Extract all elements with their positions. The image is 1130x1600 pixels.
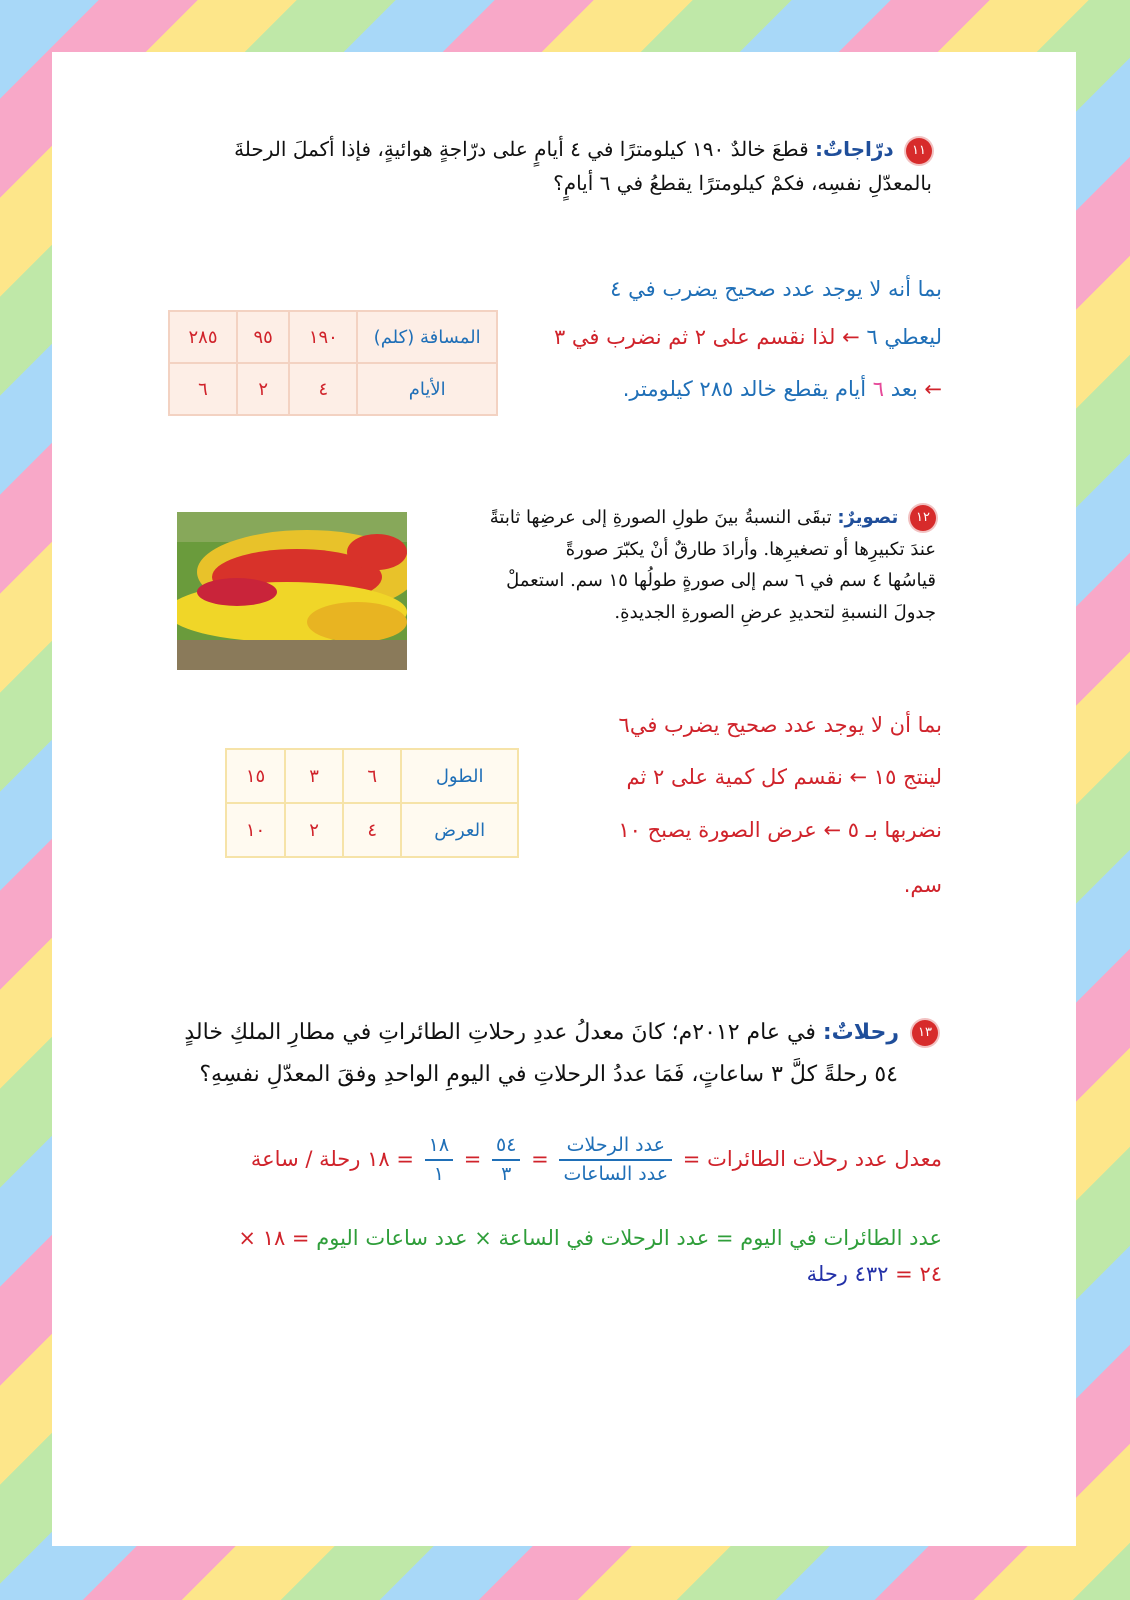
table-cell: ٢٨٥ (169, 311, 237, 363)
rate-result: ١٨ رحلة / ساعة (250, 1147, 390, 1172)
table-row (226, 749, 518, 803)
rate-label: معدل عدد رحلات الطائرات (707, 1147, 942, 1172)
worksheet-page (52, 52, 1076, 1546)
table-cell: ٩٥ (237, 311, 289, 363)
q13-rate-equation (251, 1134, 942, 1186)
daily-formula-value: ٢٤ = (895, 1262, 942, 1286)
question-11-line-2: بالمعدّلِ نفسِه، فكمْ كيلومترًا يقطعُ في ٦ أيامٍ؟ (553, 171, 932, 195)
q12-answer-text: نقسم كل كمية على ٢ ثم (626, 765, 843, 789)
table-cell: ٤ (343, 803, 401, 857)
table-cell-header: الطول (401, 749, 518, 803)
question-text: في عام ٢٠١٢م؛ كانَ معدلُ عددِ رحلاتِ الطائراتِ في مطارِ الملكِ خالدٍ (184, 1020, 816, 1045)
q11-ratio-table (168, 310, 498, 416)
question-number-badge: ١٣ (912, 1020, 938, 1046)
q12-answer-text: عرض الصورة يصبح ١٠ (618, 818, 817, 842)
daily-formula: عدد الطائرات في اليوم = عدد الرحلات في الساعة × عدد ساعات اليوم (316, 1226, 942, 1250)
equals-sign: = (531, 1147, 549, 1172)
question-number-badge: ١٢ (910, 505, 936, 531)
question-keyword: تصويرٌ: (837, 507, 899, 528)
table-cell: ٦ (169, 363, 237, 415)
arrow-icon: ← (842, 325, 860, 349)
table-cell: ٢ (237, 363, 289, 415)
question-13-line-1 (184, 1012, 938, 1054)
question-keyword: رحلاتٌ: (822, 1020, 899, 1045)
fraction-denominator: ١ (433, 1162, 444, 1185)
table-cell-header: المسافة (كلم) (357, 311, 497, 363)
q11-answer-text: لذا نقسم على ٢ ثم نضرب في ٣ (553, 325, 836, 349)
q12-answer-text: نضربها بـ ٥ (847, 818, 942, 842)
question-12-line-4: جدولَ النسبةِ لتحديدِ عرضِ الصورةِ الجديدةِ. (614, 601, 936, 623)
fraction-numerator: ٥٤ (492, 1134, 520, 1161)
q13-daily-line-1 (238, 1228, 942, 1249)
q12-answer-line-4: سم. (903, 873, 942, 897)
q12-ratio-table (225, 748, 519, 858)
table-cell: ٢ (285, 803, 343, 857)
q11-answer-line-2 (554, 327, 942, 348)
question-13 (184, 1012, 938, 1096)
arrow-icon: ← (849, 765, 868, 789)
q11-answer-highlight: ٦ (872, 377, 885, 401)
daily-result: ٤٣٢ رحلة (806, 1262, 889, 1286)
fraction-trips-per-hours (559, 1134, 672, 1186)
question-text: تبقَى النسبةُ بينَ طولِ الصورةِ إلى عرضِها ثابتةً (489, 507, 832, 528)
table-row (169, 363, 497, 415)
q11-answer-text: بعد (890, 377, 918, 401)
table-row (169, 311, 497, 363)
table-cell: ٣ (285, 749, 343, 803)
table-cell: ١٠ (226, 803, 285, 857)
equals-sign: = (396, 1147, 414, 1172)
q11-answer-line-3 (623, 379, 942, 400)
question-12 (424, 502, 936, 628)
fraction-18-over-1 (425, 1134, 453, 1186)
fraction-numerator: ١٨ (425, 1134, 453, 1161)
table-cell-header: الأيام (357, 363, 497, 415)
q13-daily-line-2 (807, 1264, 942, 1285)
q12-answer-line-1: بما أن لا يوجد عدد صحيح يضرب في٦ (618, 713, 942, 737)
fraction-denominator: عدد الساعات (563, 1162, 669, 1185)
tulip-garden-photo (177, 512, 407, 670)
question-number-badge: ١١ (906, 138, 932, 164)
question-11 (192, 132, 932, 200)
question-13-line-2: ٥٤ رحلةً كلَّ ٣ ساعاتٍ، فَمَا عددُ الرحلاتِ في اليومِ الواحدِ وفقَ المعدّلِ نفسِهِ؟ (199, 1061, 898, 1087)
fraction-54-over-3 (492, 1134, 520, 1186)
fraction-denominator: ٣ (501, 1162, 512, 1185)
q12-answer-text: لينتج ١٥ (873, 765, 942, 789)
question-11-line-1 (192, 132, 932, 166)
question-12-line-1 (424, 502, 936, 534)
question-text: قطعَ خالدٌ ١٩٠ كيلومترًا في ٤ أيامٍ على درّاجةٍ هوائيةٍ، فإذا أكملَ الرحلةَ (234, 137, 809, 161)
table-cell: ١٩٠ (289, 311, 357, 363)
table-cell: ٦ (343, 749, 401, 803)
fraction-numerator: عدد الرحلات (559, 1134, 672, 1161)
equals-sign: = (463, 1147, 482, 1172)
q11-answer-line-1: بما أنه لا يوجد عدد صحيح يضرب في ٤ (610, 277, 942, 301)
table-cell: ١٥ (226, 749, 285, 803)
q11-answer-text: أيام يقطع خالد ٢٨٥ كيلومتر. (622, 377, 867, 401)
question-12-line-3: قياسُها ٤ سم في ٦ سم إلى صورةٍ طولُها ١٥ سم. استعملْ (506, 570, 936, 591)
table-cell: ٤ (289, 363, 357, 415)
q12-answer-line-2 (627, 767, 942, 788)
table-cell-header: العرض (401, 803, 518, 857)
daily-formula-value: = ١٨ × (238, 1226, 310, 1250)
tulip-garden-image (177, 512, 407, 670)
q11-answer-text: ليعطي ٦ (866, 325, 942, 349)
question-12-line-2: عندَ تكبيرِها أو تصغيرِها. وأرادَ طارقٌ أنْ يكبّرَ صورةً (565, 538, 936, 560)
equals-sign: = (682, 1147, 701, 1172)
arrow-icon: ← (823, 818, 842, 842)
q12-answer-line-3 (618, 820, 942, 841)
arrow-icon: ← (924, 377, 942, 401)
question-keyword: درّاجاتٌ: (814, 137, 894, 161)
table-row (226, 803, 518, 857)
